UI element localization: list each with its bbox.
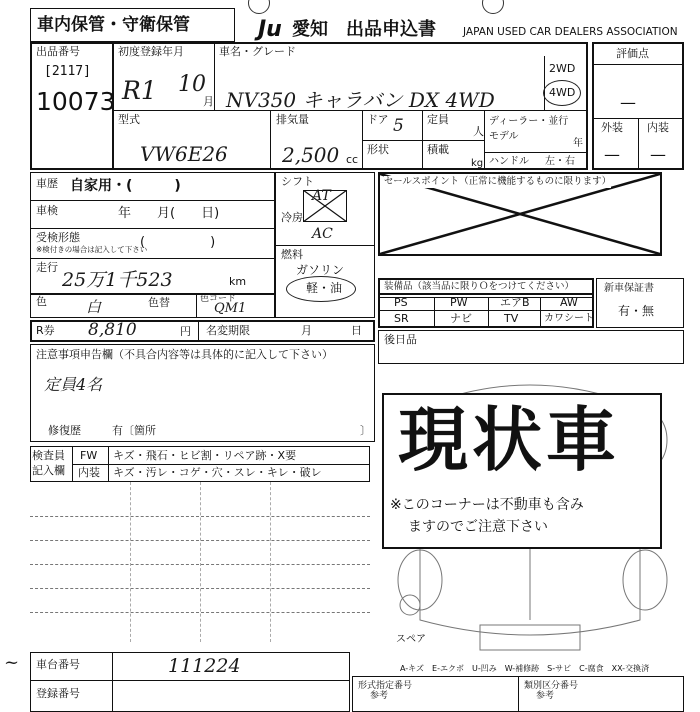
- notes-label: 注意事項申告欄（不具合内容等は具体的に記入して下さい）: [36, 348, 333, 361]
- form-title: 出品申込書: [346, 19, 436, 40]
- shift-value: AT: [312, 188, 331, 204]
- storage-note: 車内保管・守衛保管: [37, 15, 190, 35]
- as-is-note-2: ますのでご注意下さい: [408, 519, 548, 535]
- recycle-value: 8,810: [88, 320, 137, 340]
- warranty-label: 新車保証書: [604, 283, 654, 294]
- chassis-label: 車台番号: [36, 658, 80, 671]
- equip-tv: TV: [504, 312, 519, 325]
- model-name-label: 車名・グレード: [219, 45, 296, 58]
- interior-value: —: [650, 145, 666, 164]
- recycle-label: R券: [36, 324, 55, 337]
- name-change-day: 日: [351, 324, 362, 337]
- load-label: 積載: [427, 143, 449, 156]
- shape-label: 形状: [367, 143, 389, 156]
- usage-label: 車歴: [36, 177, 58, 190]
- first-reg-month: 10: [178, 72, 206, 97]
- inspector-fw-items: キズ・飛石・ヒビ割・リペア跡・X要: [113, 449, 297, 462]
- corner-mark: ~: [4, 652, 20, 673]
- warranty-value: 有・無: [618, 304, 655, 318]
- association-name: JAPAN USED CAR DEALERS ASSOCIATION: [463, 26, 678, 38]
- drive-4wd: 4WD: [549, 86, 576, 99]
- drive-4wd-circle: [543, 80, 581, 106]
- hole-punch-left: [248, 0, 270, 14]
- usage-value: 自家用・( ): [70, 178, 181, 194]
- exterior-label: 外装: [601, 121, 623, 134]
- shaken-value: 年 月( 日): [118, 206, 220, 221]
- interior-label: 内装: [647, 121, 669, 134]
- rating-value: —: [620, 93, 636, 112]
- equipment-row-2: [380, 311, 592, 327]
- selling-points-label: セールスポイント（正常に機能するものに限ります）: [384, 176, 612, 187]
- mileage-value: 25万1千523: [62, 269, 173, 291]
- model-name-value: NV350 キャラバン DX 4WD: [226, 88, 495, 112]
- model-year-label: モデル: [489, 131, 519, 142]
- inspector-fw-label: FW: [80, 449, 98, 462]
- type-value: VW6E26: [140, 142, 228, 166]
- class-label: 類別区分番号: [524, 681, 579, 691]
- displacement-value: 2,500: [282, 143, 340, 167]
- color-code-value: QM1: [214, 301, 247, 316]
- after-day-box: [378, 330, 684, 364]
- inspector-int-items: キズ・汚レ・コゲ・穴・スレ・キレ・破レ: [113, 466, 322, 479]
- equipment-label: 装備品（該当品に限りＯをつけてください）: [384, 281, 575, 292]
- storage-note-box: [30, 8, 235, 42]
- equip-ps: PS: [394, 296, 408, 309]
- chassis-value: 111224: [168, 655, 241, 677]
- mileage-unit: km: [229, 275, 247, 288]
- cooler-value: AC: [312, 226, 333, 242]
- registration-label: 登録番号: [36, 687, 80, 700]
- inspector-label-1: 検査員: [32, 449, 65, 462]
- dealer-label: ディーラー・並行: [489, 116, 569, 127]
- repair-close: 〕: [360, 424, 371, 437]
- first-reg-value: R1: [122, 76, 157, 105]
- fuel-gasoline: ガソリン: [296, 263, 345, 277]
- handle-label: ハンドル: [489, 156, 529, 167]
- load-unit: kg: [471, 158, 484, 169]
- rating-label: 評価点: [616, 47, 649, 60]
- equip-sr: SR: [394, 312, 409, 325]
- equip-navi: ナビ: [450, 312, 472, 325]
- capacity-unit: 人: [473, 125, 484, 138]
- logo-mark: Ju: [258, 17, 282, 42]
- door-value: 5: [393, 116, 404, 136]
- equipment-row-1: [380, 297, 592, 310]
- reception-label: 受検形態: [36, 231, 80, 244]
- reception-sublabel: ※検付きの場合は記入して下さい: [36, 245, 148, 254]
- equip-leather-seat: カワシート: [544, 313, 594, 324]
- spare-label: スペア: [396, 634, 426, 645]
- after-day-label: 後日品: [384, 333, 417, 346]
- fuel-diesel: 軽・油: [306, 281, 343, 295]
- first-reg-unit: 月: [203, 95, 214, 108]
- damage-legend: A-キズ E-エクボ U-凹み W-補修跡 S-サビ C-腐食 XX-交換済: [400, 664, 650, 673]
- exterior-value: —: [604, 145, 620, 164]
- capacity-label: 定員: [427, 113, 449, 126]
- reception-value: ( ): [140, 235, 216, 250]
- name-change-label: 名変期限: [206, 324, 250, 337]
- repair-label: 修復歴: [48, 424, 81, 437]
- color-value: 白: [86, 298, 102, 316]
- class-ref: 参考: [536, 691, 555, 701]
- cooler-label: 冷房: [281, 211, 303, 224]
- lot-number-label: 出品番号: [36, 45, 80, 58]
- as-is-note-1: ※このコーナーは不動車も含み: [390, 497, 584, 513]
- color-code-label: 色コード: [200, 294, 237, 304]
- fuel-label: 燃料: [281, 248, 303, 261]
- color-change-label: 色替: [148, 296, 170, 309]
- recycle-unit: 円: [180, 325, 191, 338]
- handle-value: 左・右: [545, 156, 575, 167]
- equip-airbag: エアB: [500, 296, 530, 309]
- displacement-unit: cc: [346, 153, 359, 166]
- type-label: 型式: [118, 113, 140, 126]
- type-spec-ref: 参考: [370, 691, 389, 701]
- equip-aw: AW: [560, 296, 578, 309]
- drive-2wd: 2WD: [549, 62, 576, 75]
- name-change-month: 月: [301, 324, 312, 337]
- notes-writing-lines: [30, 482, 370, 642]
- hole-punch-right: [482, 0, 504, 14]
- inspector-int-label: 内装: [78, 466, 100, 479]
- model-year-value: 年: [573, 138, 583, 149]
- displacement-label: 排気量: [276, 113, 309, 126]
- equip-pw: PW: [450, 296, 468, 309]
- as-is-stamp: [382, 393, 662, 549]
- lot-number: 10073: [36, 87, 116, 116]
- shift-label: シフト: [281, 175, 314, 188]
- lot-sub-number: [2117]: [44, 64, 91, 79]
- repair-value: 有〔箇所: [112, 424, 156, 437]
- logo-text: 愛知: [292, 19, 328, 40]
- color-label: 色: [36, 295, 47, 308]
- mileage-label: 走行: [36, 261, 58, 274]
- notes-handwritten: 定員4名: [44, 375, 103, 394]
- type-spec-label: 形式指定番号: [358, 681, 413, 691]
- inspector-label-2: 記入欄: [32, 464, 65, 477]
- shaken-label: 車検: [36, 204, 58, 217]
- fuel-circle: [286, 276, 356, 302]
- as-is-title: 現状車: [398, 399, 620, 481]
- door-label: ドア: [367, 113, 389, 126]
- first-reg-label: 初度登録年月: [118, 45, 184, 58]
- recycle-row: [30, 320, 375, 342]
